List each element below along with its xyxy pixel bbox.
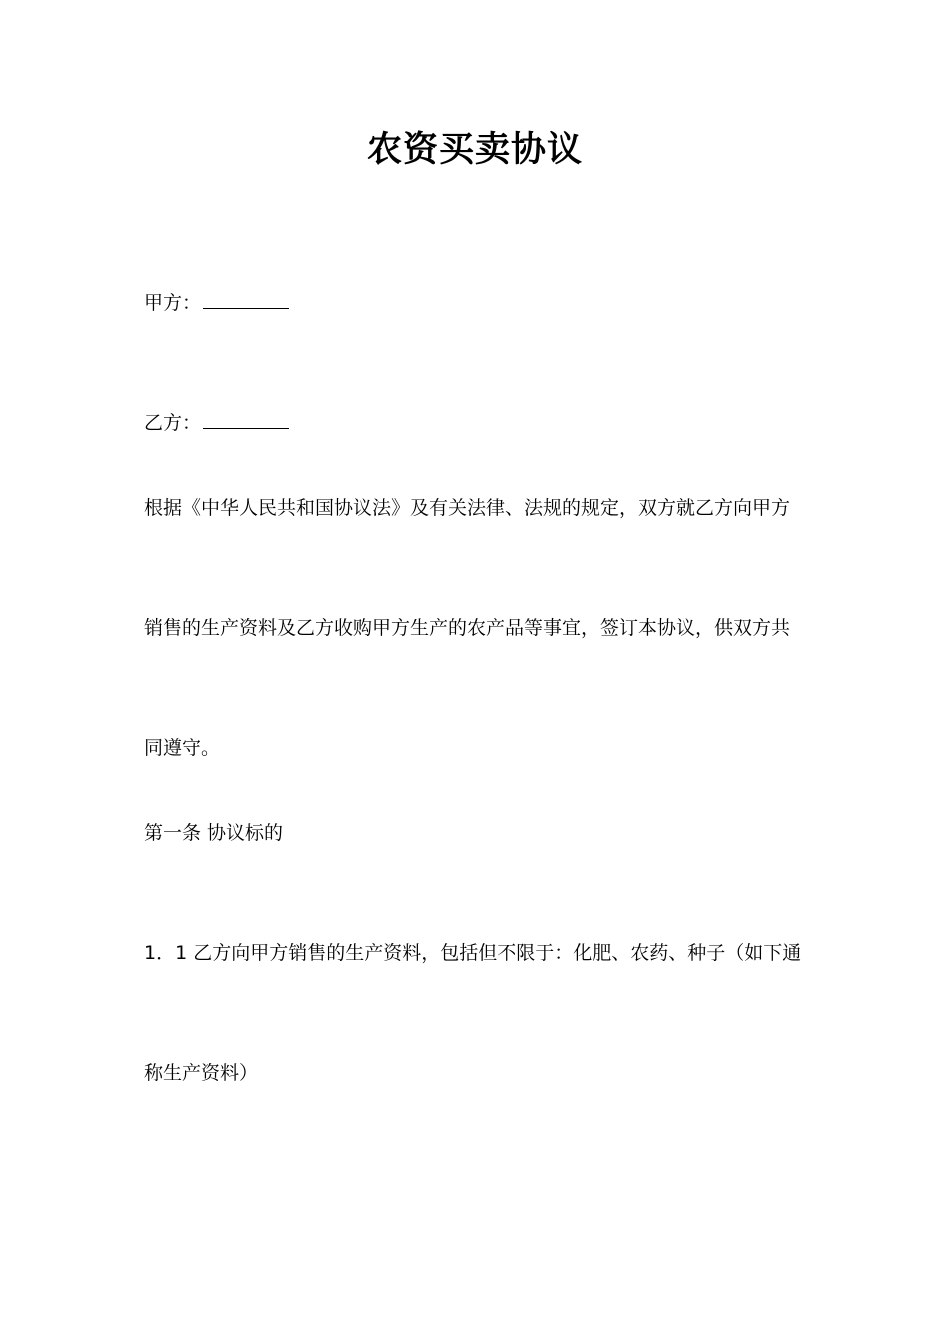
party-a-label: 甲方： <box>144 292 202 314</box>
preamble-line: 销售的生产资料及乙方收购甲方生产的农产品等事宜，签订本协议，供双方共 <box>144 617 791 639</box>
clause-1-1-line: 称生产资料） <box>144 1062 259 1084</box>
clause-1-1-line: 1．1 乙方向甲方销售的生产资料，包括但不限于：化肥、农药、种子（如下通 <box>144 942 802 964</box>
preamble-line: 根据《中华人民共和国协议法》及有关法律、法规的规定，双方就乙方向甲方 <box>144 497 791 519</box>
party-b-label: 乙方： <box>144 412 202 434</box>
party-a-line <box>144 290 289 316</box>
party-b-blank-field <box>203 410 289 429</box>
party-b-line <box>144 410 289 436</box>
party-a-blank-field <box>203 290 289 309</box>
preamble-line: 同遵守。 <box>144 737 221 759</box>
document-title: 农资买卖协议 <box>366 129 583 170</box>
article-1-heading: 第一条 协议标的 <box>144 822 284 844</box>
